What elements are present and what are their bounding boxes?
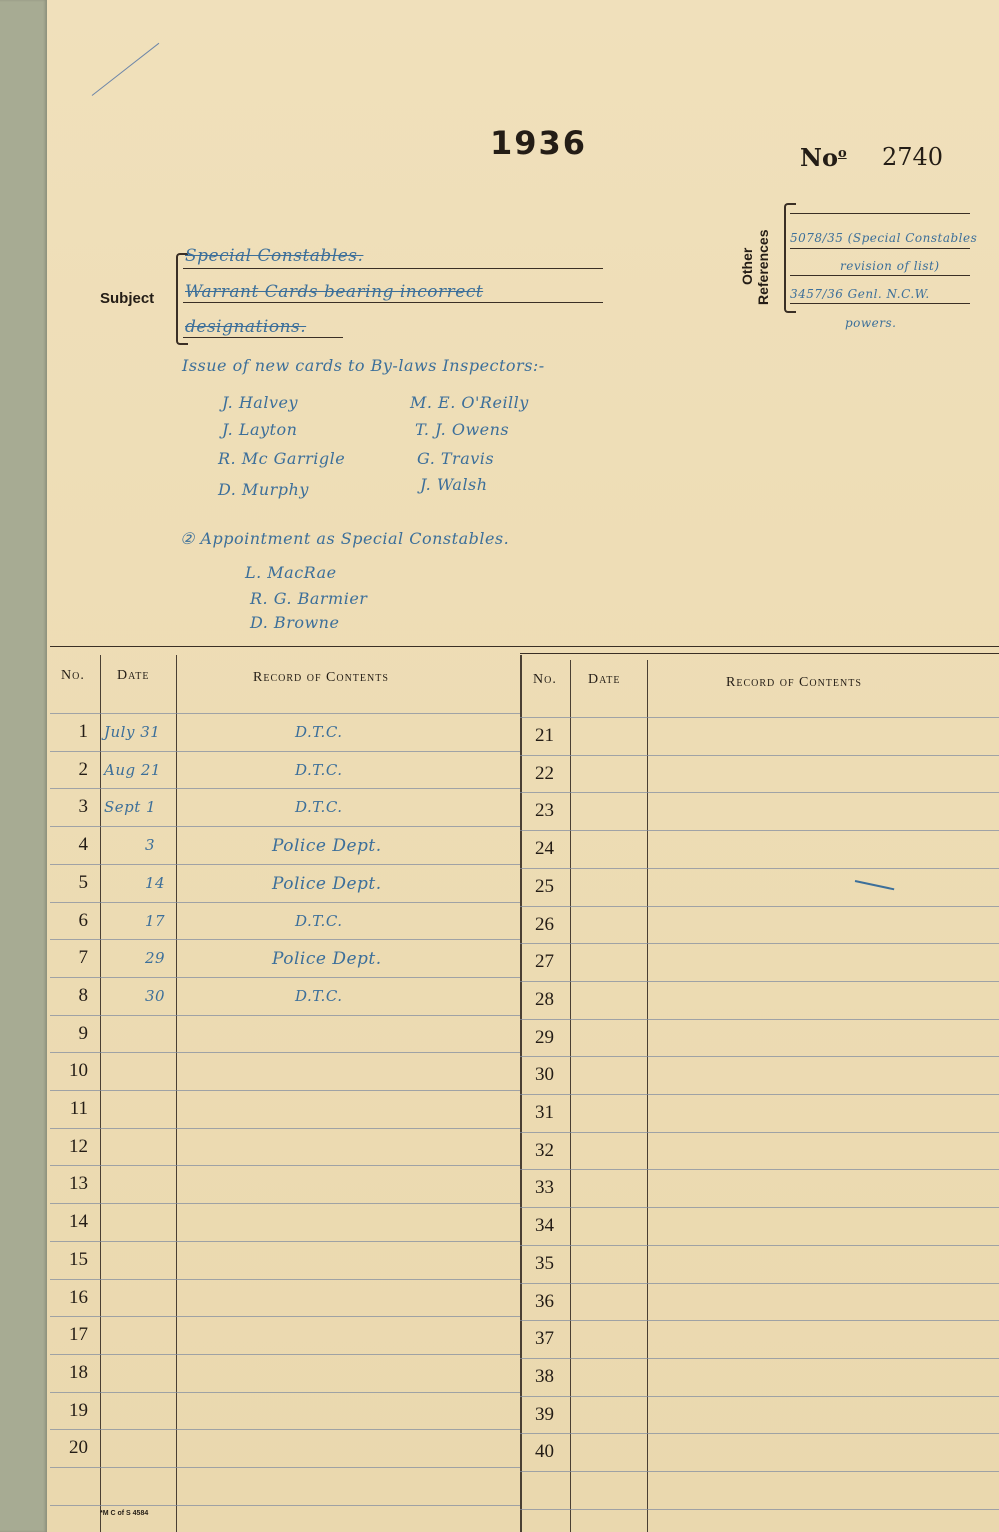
row-number: 8 — [78, 984, 88, 1006]
row-rule-left — [50, 864, 520, 865]
reference-rule-3 — [790, 275, 970, 276]
row-number-right: 30 — [535, 1064, 554, 1086]
row-number: 15 — [69, 1248, 88, 1270]
header-record: Record of Contents — [253, 670, 389, 685]
row-rule-right — [520, 906, 999, 907]
row-rule-right — [520, 1019, 999, 1020]
row-record: D.T.C. — [295, 798, 343, 817]
inspector-right-2: T. J. Owens — [415, 420, 510, 439]
row-number-right: 36 — [535, 1290, 554, 1312]
reference-entry-1: 5078/35 (Special Constables — [790, 231, 978, 245]
table-top-rule-right — [520, 653, 999, 654]
inspector-right-3: G. Travis — [417, 449, 495, 468]
header-date: Date — [117, 668, 150, 683]
row-number-right: 26 — [535, 913, 554, 935]
row-rule-right — [520, 981, 999, 982]
row-number-right: 35 — [535, 1252, 554, 1274]
other-references-label: Other References — [739, 229, 771, 305]
subject-rule-3 — [183, 337, 343, 338]
printer-mark: *M C of S 4584 — [100, 1510, 149, 1517]
issue-heading: Issue of new cards to By-laws Inspectors:- — [182, 356, 545, 375]
row-rule-right — [520, 1396, 999, 1397]
row-rule-left — [50, 1052, 520, 1053]
row-record: D.T.C. — [295, 986, 343, 1005]
row-rule-left — [50, 1241, 520, 1242]
row-number-right: 22 — [535, 762, 554, 784]
row-number-right: 23 — [535, 800, 554, 822]
reference-entry-4: powers. — [845, 316, 897, 330]
subject-label: Subject — [100, 290, 155, 307]
row-rule-right — [520, 1433, 999, 1434]
row-rule-left — [50, 751, 520, 752]
row-rule-left — [50, 1279, 520, 1280]
file-year: 1936 — [490, 124, 588, 162]
row-number: 4 — [78, 834, 88, 856]
row-rule-left — [50, 1316, 520, 1317]
row-number-right: 37 — [535, 1328, 554, 1350]
row-rule-left — [50, 1090, 520, 1091]
row-number-right: 32 — [535, 1139, 554, 1161]
subject-rule-2 — [183, 302, 603, 303]
row-rule-left — [50, 1015, 520, 1016]
header-no: No. — [61, 668, 85, 683]
row-number: 6 — [78, 909, 88, 931]
subject-line-2: Warrant Cards bearing incorrect — [185, 282, 484, 302]
header-date-right: Date — [588, 672, 621, 687]
row-date: 17 — [145, 911, 166, 930]
row-rule-right — [520, 1245, 999, 1246]
row-number-right: 24 — [535, 838, 554, 860]
row-rule-right — [520, 1471, 999, 1472]
table-top-rule — [50, 646, 999, 647]
row-date: July 31 — [104, 723, 161, 741]
row-number: 20 — [69, 1437, 88, 1459]
appointment-heading: ② Appointment as Special Constables. — [180, 529, 510, 548]
row-number: 18 — [69, 1361, 88, 1383]
row-rule-right — [520, 1320, 999, 1321]
row-number: 2 — [78, 758, 88, 780]
subject-rule-1 — [183, 268, 603, 269]
inspector-left-3: R. Mc Garrigle — [218, 449, 346, 468]
header-no-right: No. — [533, 672, 557, 687]
row-date: 3 — [145, 836, 156, 855]
row-number-right: 38 — [535, 1365, 554, 1387]
row-number-right: 40 — [535, 1441, 554, 1463]
row-rule-left — [50, 826, 520, 827]
row-rule-right — [520, 1056, 999, 1057]
constable-3: D. Browne — [250, 613, 340, 632]
binding-spine — [0, 0, 47, 1532]
row-number: 9 — [78, 1022, 88, 1044]
row-rule-right — [520, 1358, 999, 1359]
row-number-right: 31 — [535, 1102, 554, 1123]
row-rule-left — [50, 1354, 520, 1355]
row-rule-right — [520, 792, 999, 793]
row-date: 30 — [145, 986, 166, 1005]
row-rule-right — [520, 1169, 999, 1170]
row-number: 10 — [69, 1060, 88, 1082]
row-rule-right — [520, 1283, 999, 1284]
reference-entry-2: revision of list) — [840, 259, 940, 273]
number-label: No$^o$ — [800, 143, 847, 172]
row-rule-left — [50, 977, 520, 978]
file-number: 2740 — [882, 143, 944, 171]
row-rule-right — [520, 830, 999, 831]
reference-rule-1 — [790, 213, 970, 214]
row-rule-right — [520, 1509, 999, 1510]
col-divider-date-right — [647, 660, 648, 1532]
row-number-right: 27 — [535, 951, 554, 973]
subject-line-3: designations. — [185, 317, 307, 337]
inspector-right-1: M. E. O'Reilly — [410, 393, 529, 412]
header-record-right: Record of Contents — [726, 675, 862, 690]
row-number: 16 — [69, 1286, 88, 1308]
row-rule-left — [50, 713, 520, 714]
row-rule-left — [50, 788, 520, 789]
row-rule-right — [520, 1132, 999, 1133]
row-rule-left — [50, 939, 520, 940]
row-record: Police Dept. — [272, 873, 382, 894]
col-divider-date — [176, 655, 177, 1532]
col-divider-no — [100, 655, 101, 1532]
row-number: 19 — [69, 1399, 88, 1421]
row-record: D.T.C. — [295, 760, 343, 779]
row-rule-right — [520, 1207, 999, 1208]
row-record: D.T.C. — [295, 911, 343, 930]
row-number-right: 34 — [535, 1215, 554, 1237]
row-rule-left — [50, 902, 520, 903]
row-record: D.T.C. — [295, 723, 343, 741]
row-number: 1 — [78, 721, 88, 742]
row-number-right: 21 — [535, 725, 554, 746]
row-rule-left — [50, 1128, 520, 1129]
row-rule-right — [520, 1094, 999, 1095]
row-date: 29 — [145, 949, 166, 968]
row-date: 14 — [145, 873, 166, 892]
reference-rule-2 — [790, 248, 970, 249]
constable-2: R. G. Barmier — [250, 589, 368, 608]
row-number: 11 — [69, 1098, 88, 1119]
pencil-mark — [92, 43, 160, 96]
inspector-left-1: J. Halvey — [222, 393, 298, 412]
subject-line-1: Special Constables. — [185, 246, 364, 266]
row-number: 5 — [78, 871, 88, 893]
row-rule-left — [50, 1165, 520, 1166]
row-rule-right — [520, 943, 999, 944]
inspector-right-4: J. Walsh — [420, 475, 488, 494]
row-number-right: 29 — [535, 1026, 554, 1048]
row-date: Aug 21 — [104, 760, 161, 779]
row-rule-left — [50, 1392, 520, 1393]
inspector-left-2: J. Layton — [222, 420, 298, 439]
row-number: 7 — [78, 947, 88, 969]
row-date: Sept 1 — [104, 798, 157, 817]
row-number-right: 39 — [535, 1403, 554, 1425]
row-number-right: 33 — [535, 1177, 554, 1199]
row-rule-left — [50, 1203, 520, 1204]
constable-1: L. MacRae — [245, 563, 337, 582]
row-rule-left — [50, 1429, 520, 1430]
row-number: 13 — [69, 1173, 88, 1195]
row-rule-right — [520, 717, 999, 718]
reference-rule-4 — [790, 303, 970, 304]
row-rule-right — [520, 755, 999, 756]
reference-entry-3: 3457/36 Genl. N.C.W. — [790, 287, 930, 301]
inspector-left-4: D. Murphy — [218, 480, 309, 499]
row-rule-left — [50, 1467, 520, 1468]
row-number: 14 — [69, 1211, 88, 1233]
row-number: 3 — [78, 796, 88, 818]
row-rule-left — [50, 1505, 520, 1506]
ink-mark — [855, 880, 895, 890]
row-number-right: 25 — [535, 875, 554, 897]
row-number-right: 28 — [535, 988, 554, 1010]
row-number: 12 — [69, 1135, 88, 1157]
row-record: Police Dept. — [272, 836, 382, 857]
col-divider-no-right — [570, 660, 571, 1532]
row-record: Police Dept. — [272, 949, 382, 970]
row-rule-right — [520, 868, 999, 869]
row-number: 17 — [69, 1324, 88, 1346]
